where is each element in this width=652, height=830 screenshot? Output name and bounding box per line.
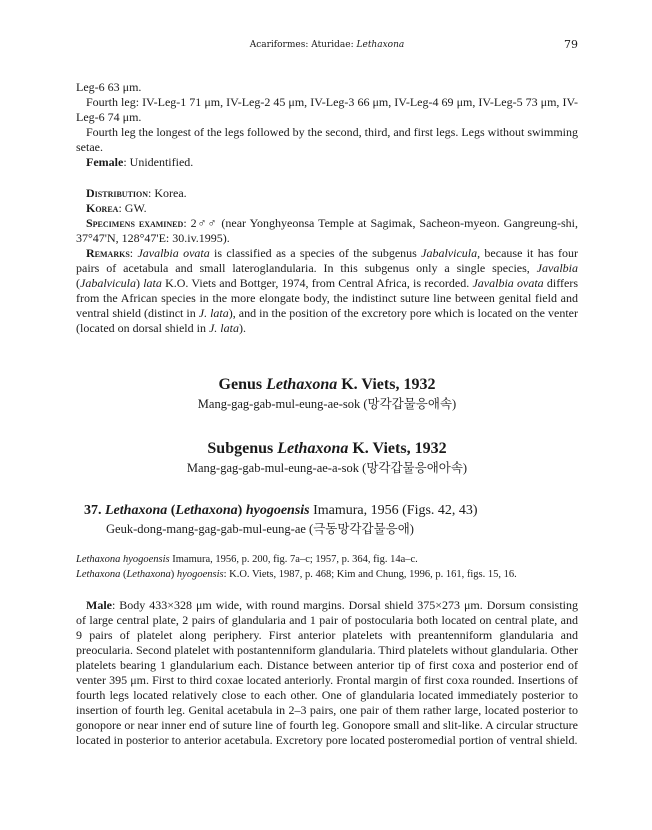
- synonymy-name: Lethaxona hyogoensis: [76, 554, 170, 565]
- fourth-leg-paragraph: Fourth leg: IV-Leg-1 71 μm, IV-Leg-2 45 μm, IV-Leg-3 66 μm, IV-Leg-4 69 μm, IV-Leg-5 73 μm, IV-Leg-6 74 μm.: [76, 95, 578, 124]
- species-number: 37.: [84, 503, 105, 518]
- synonymy-line-2: [76, 567, 578, 582]
- remarks-text: , because it has four pairs of acetabula and small lateroglandularia. In this subgenus only a single species,: [76, 246, 578, 275]
- genus-korean-name: Mang-gag-gab-mul-eung-ae-sok (망각갑물응애속): [197, 397, 457, 411]
- remarks-text: differs from the African species in the more elongate body, the indistinct suture line between genital field and ventral shield (distinct in: [76, 276, 578, 320]
- synonymy-name: Lethaxona: [76, 569, 121, 580]
- female-paragraph: [76, 155, 578, 170]
- synonymy-name: hyogoensis: [176, 569, 224, 580]
- distribution-text: : Korea.: [148, 186, 187, 200]
- genus-title-name: Lethaxona: [266, 376, 338, 393]
- running-head-genus: Lethaxona: [356, 40, 405, 50]
- species-title: [84, 503, 578, 519]
- subgenus-heading: [76, 440, 578, 476]
- female-label: Female: [86, 155, 124, 169]
- remarks-text: is classified as a species of the subgenus: [209, 246, 422, 260]
- synonymy-block: [76, 552, 578, 582]
- remarks-text: ): [135, 276, 144, 290]
- remarks-text: (: [76, 276, 80, 290]
- remarks-paragraph: [76, 246, 578, 336]
- leg6-line: Leg-6 63 μm.: [76, 80, 142, 94]
- species-epithet: hyogoensis: [245, 503, 310, 518]
- species-author: Imamura, 1956 (Figs. 42, 43): [309, 503, 478, 518]
- synonymy-name: Lethaxona: [126, 569, 171, 580]
- species-subgenus: Lethaxona: [175, 503, 238, 518]
- subgenus-title-name: Lethaxona: [277, 440, 349, 457]
- remarks-text: :: [129, 246, 138, 260]
- remarks-italic: lata: [143, 276, 162, 290]
- genus-title: [76, 376, 578, 394]
- remarks-italic: J. lata: [208, 321, 239, 335]
- leg-description-block: [76, 80, 578, 170]
- korea-paragraph: [76, 201, 578, 216]
- synonymy-paren: (: [120, 569, 127, 580]
- running-head: [76, 40, 578, 50]
- subgenus-title: [76, 440, 578, 458]
- korea-label: Korea: [86, 201, 119, 215]
- longest-leg-paragraph: Fourth leg the longest of the legs followed by the second, third, and first legs. Legs without swimming setae.: [76, 125, 578, 154]
- genus-heading: [76, 376, 578, 412]
- korea-text: : GW.: [118, 201, 147, 215]
- subgenus-korean-name: Mang-gag-gab-mul-eung-ae-a-sok (망각갑물응애아속): [186, 461, 468, 475]
- remarks-text: K.O. Viets and Bottger, 1974, from Central Africa, is recorded.: [161, 276, 473, 290]
- remarks-italic: Jabalvicula: [80, 276, 136, 290]
- synonymy-citation: Imamura, 1956, p. 200, fig. 7a–c; 1957, p. 364, fig. 14a–c.: [169, 554, 418, 565]
- male-description-block: [76, 598, 578, 748]
- species-korean-name: Geuk-dong-mang-gag-gab-mul-eung-ae (극동망각갑물응애): [106, 522, 414, 536]
- distribution-block: [76, 186, 578, 336]
- genus-title-prefix: Genus: [218, 376, 267, 393]
- specimens-text: : 2♂♂ (near Yonghyeonsa Temple at Sagimak, Sacheon-myeon. Gangreung-shi, 37°47'N, 128°47'E: 30.iv.1995).: [76, 216, 578, 245]
- female-text: : Unidentified.: [123, 155, 194, 169]
- species-heading: [84, 503, 578, 537]
- distribution-label: Distribution: [86, 186, 149, 200]
- species-paren: ): [237, 503, 246, 518]
- genus-title-author: K. Viets, 1932: [337, 376, 436, 393]
- male-label: Male: [86, 598, 112, 612]
- synonymy-paren: ): [170, 569, 177, 580]
- specimens-paragraph: [76, 216, 578, 246]
- remarks-italic: Javalbia ovata: [472, 276, 544, 290]
- synonymy-citation: : K.O. Viets, 1987, p. 468; Kim and Chung, 1996, p. 161, figs. 15, 16.: [223, 569, 517, 580]
- subgenus-title-prefix: Subgenus: [207, 440, 278, 457]
- remarks-italic: Jabalvicula: [421, 246, 478, 260]
- specimens-label: Specimens examined: [86, 216, 184, 230]
- remarks-italic: Javalbia: [536, 261, 578, 275]
- distribution-paragraph: [76, 186, 578, 201]
- male-paragraph: [76, 598, 578, 748]
- species-genus: Lethaxona: [105, 503, 168, 518]
- running-head-text: Acariformes: Aturidae:: [249, 40, 357, 50]
- page-number: 79: [564, 38, 578, 51]
- subgenus-title-author: K. Viets, 1932: [348, 440, 447, 457]
- species-paren: (: [167, 503, 176, 518]
- remarks-label: Remarks: [86, 246, 130, 260]
- synonymy-line-1: [76, 552, 578, 567]
- remarks-text: ), and in the position of the excretory pore which is located on the venter (located on dorsal shield in: [76, 306, 579, 335]
- remarks-italic: J. lata: [198, 306, 229, 320]
- remarks-italic: Javalbia ovata: [137, 246, 210, 260]
- remarks-text: ).: [238, 321, 246, 335]
- male-text: : Body 433×328 μm wide, with round margins. Dorsal shield 375×273 μm. Dorsum consisting of large central plate, 2 pairs of glandularia and 1 pair of postocularia both located on central plate, and 9 pairs of platelet along periphery. First anterior platelets with preantenniform glandularia and preocularia. Second platelet with postantenniform glandularia. Third platelets without glandularia. Other platelets bearing 1 glandularium each. Distance between anterior tip of first coxa and posterior end of venter 395 μm. First to third coxae located anteriorly. Frontal margin of first coxa rounded. Insertions of fourth legs located relatively close to each other. One of glandularia located immediately posterior to insertion of fourth leg. Genital acetabula in 2–3 pairs, one pair of them rather large, located posterior to gonopore or near inner end of suture line of fourth leg. Gonopore small and slit-like. A circular structure located in posterior to anterior acetabula. Excretory pore located posteromedial portion of ventral shield.: [76, 598, 578, 747]
